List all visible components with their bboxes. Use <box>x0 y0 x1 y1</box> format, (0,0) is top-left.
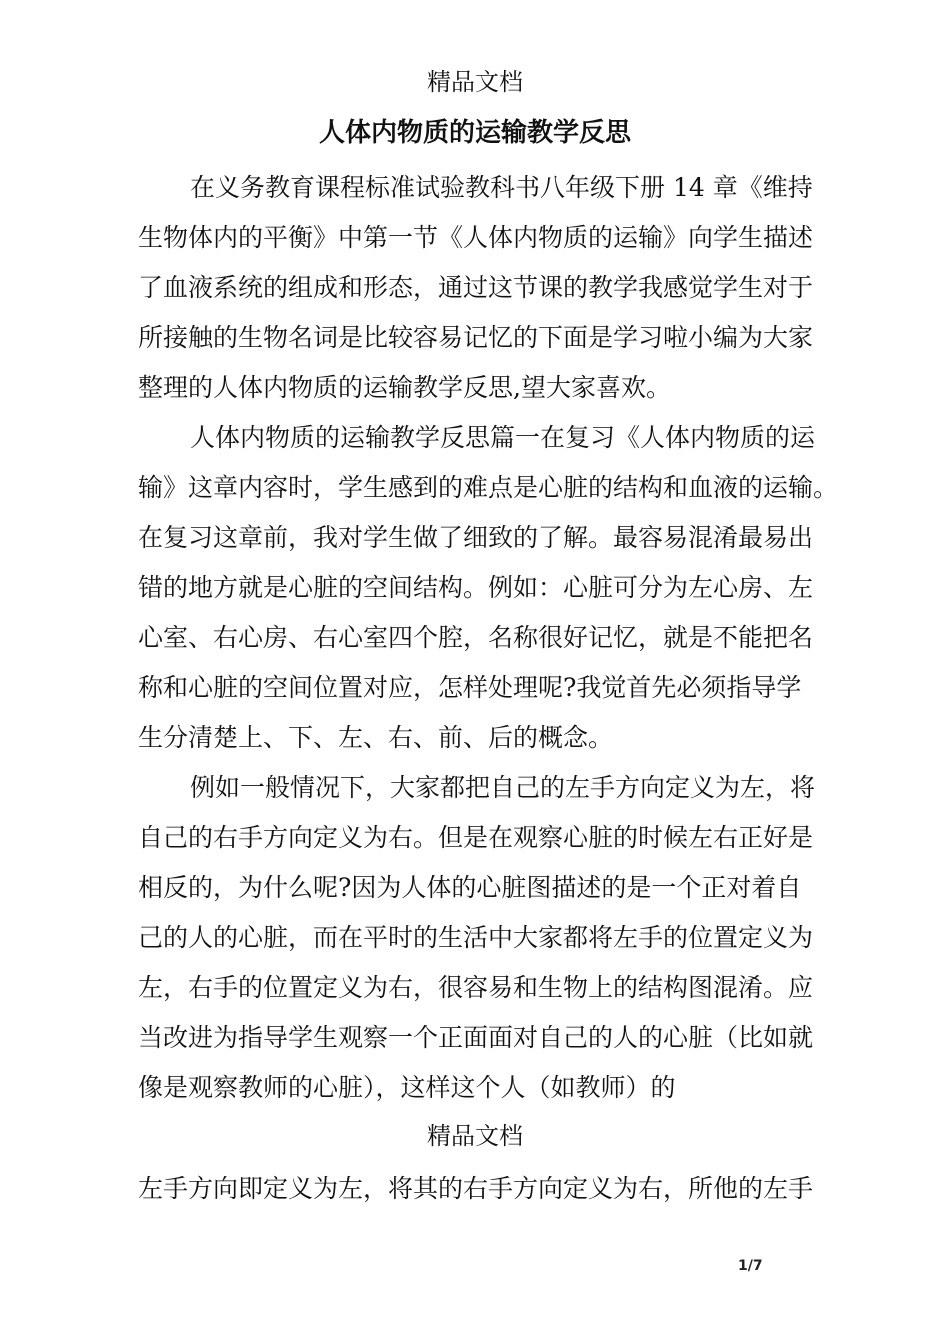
paragraph-3-line-3: 相反的，为什么呢?因为人体的心脏图描述的是一个正对着自 <box>138 873 802 902</box>
page-header-mid: 精品文档 <box>427 1122 523 1150</box>
paragraph-1-line-1: 在义务教育课程标准试验教科书八年级下册 14 章《维持 <box>190 173 813 202</box>
paragraph-2-line-1: 人体内物质的运输教学反思篇一在复习《人体内物质的运 <box>190 423 816 452</box>
paragraph-1-line-5: 整理的人体内物质的运输教学反思,望大家喜欢。 <box>138 373 671 402</box>
paragraph-3-line-2: 自己的右手方向定义为右。但是在观察心脏的时候左右正好是 <box>138 823 814 852</box>
paragraph-2-line-4: 错的地方就是心脏的空间结构。例如：心脏可分为左心房、左 <box>138 573 814 602</box>
paragraph-1-line-3: 了血液系统的组成和形态，通过这节课的教学我感觉学生对于 <box>138 273 814 302</box>
paragraph-2-line-7: 生分清楚上、下、左、右、前、后的概念。 <box>138 723 614 752</box>
paragraph-3-line-4: 己的人的心脏，而在平时的生活中大家都将左手的位置定义为 <box>138 923 814 952</box>
paragraph-3-line-1: 例如一般情况下，大家都把自己的左手方向定义为左，将 <box>190 773 816 802</box>
continuation-line: 左手方向即定义为左，将其的右手方向定义为右，所他的左手 <box>138 1174 814 1203</box>
page-number: 1/7 <box>738 1258 763 1274</box>
paragraph-3-line-6: 当改进为指导学生观察一个正面面对自己的人的心脏（比如就 <box>138 1023 814 1052</box>
page-header-top: 精品文档 <box>427 68 523 96</box>
paragraph-1-line-4: 所接触的生物名词是比较容易记忆的下面是学习啦小编为大家 <box>138 323 814 352</box>
paragraph-3-line-7: 像是观察教师的心脏），这样这个人（如教师）的 <box>138 1073 676 1102</box>
document-title: 人体内物质的运输教学反思 <box>318 118 631 148</box>
paragraph-2-line-5: 心室、右心房、右心室四个腔，名称很好记忆，就是不能把名 <box>138 623 814 652</box>
paragraph-2-line-3: 在复习这章前，我对学生做了细致的了解。最容易混淆最易出 <box>138 523 814 552</box>
paragraph-1-line-2: 生物体内的平衡》中第一节《人体内物质的运输》向学生描述 <box>138 223 814 252</box>
paragraph-3-line-5: 左，右手的位置定义为右，很容易和生物上的结构图混淆。应 <box>138 973 814 1002</box>
paragraph-2-line-6: 称和心脏的空间位置对应，怎样处理呢?我觉首先必须指导学 <box>138 673 802 702</box>
paragraph-2-line-2: 输》这章内容时，学生感到的难点是心脏的结构和血液的运输。 <box>138 473 839 502</box>
